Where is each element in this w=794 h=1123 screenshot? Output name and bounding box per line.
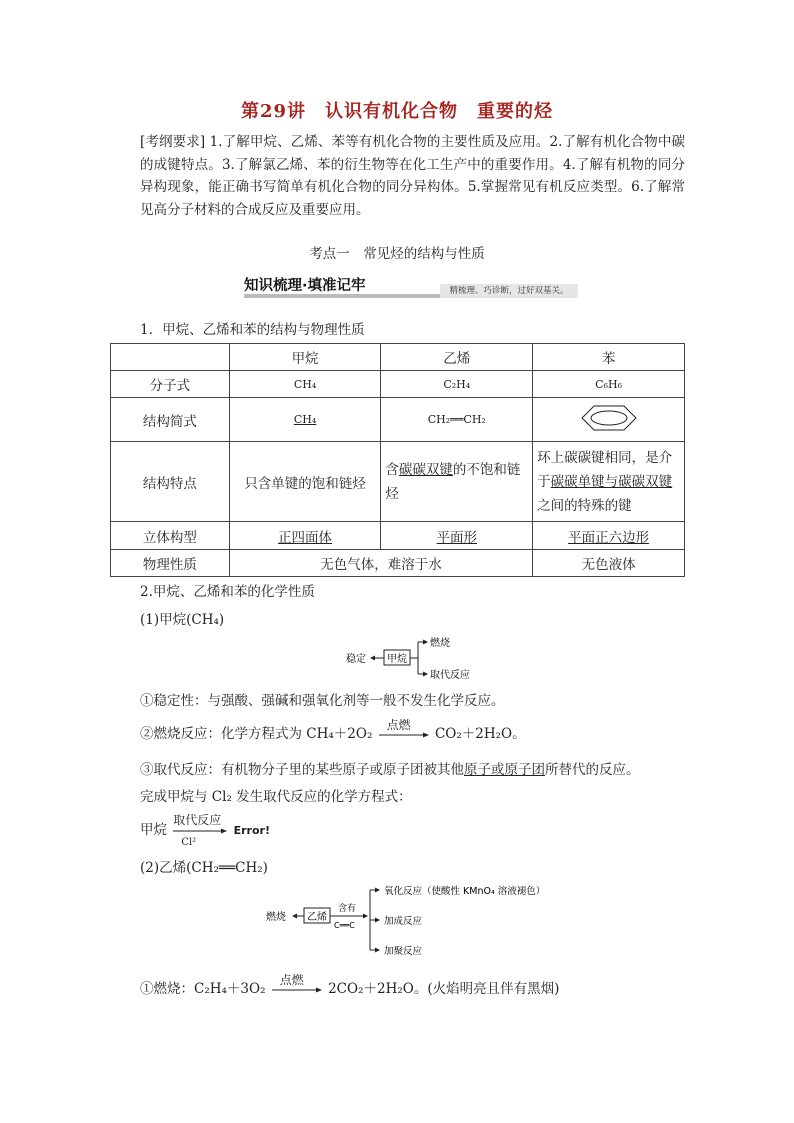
table-header-methane: 甲烷 <box>229 344 381 371</box>
ethylene-combustion-right: 2CO₂＋2H₂O。(火焰明亮且伴有黑烟) <box>328 981 560 997</box>
table-header-row <box>111 344 685 371</box>
benzene-feature-c: 之间的特殊的键 <box>537 497 632 514</box>
heading-chemical: 2.甲烷、乙烯和苯的化学性质 <box>140 584 315 600</box>
exam-requirements <box>140 131 685 221</box>
requirements-text: 1.了解甲烷、乙烯、苯等有机化合物的主要性质及应用。2.了解有机化合物中碳的成键特点。3.了解氯乙烯、苯的衍生物等在化工生产中的重要作用。4.了解有机物的同分异构现象，能正确书写简单有机化合物的同分异构体。5.掌握常见有机反应类型。6.了解常见高分子材料的合成反应及重要应用。 <box>140 134 685 218</box>
substitution-arrow-top: 取代反应 <box>173 812 222 827</box>
ethylene-feature-c: 的不饱和链烃 <box>385 461 521 502</box>
ethylene-diagram-bond: C══C <box>334 921 355 930</box>
methane-combustion-arrow <box>377 717 431 742</box>
ethylene-diagram <box>266 878 566 962</box>
table-header-blank <box>111 344 230 371</box>
methane-combustion-condition: 点燃 <box>386 717 411 732</box>
table-row <box>111 550 685 577</box>
banner-subtitle: 精梳理、巧诊断，过好双基关。 <box>440 284 578 298</box>
row-label: 结构简式 <box>111 398 230 442</box>
substitution-text-a: ③取代反应：有机物分子里的某些原子或原子团被其他 <box>140 762 464 778</box>
ethylene-point-1 <box>140 972 560 997</box>
cell-ethylene: CH₂══CH₂ <box>381 398 533 442</box>
table-header-ethylene: 乙烯 <box>381 344 533 371</box>
cell-benzene: 无色液体 <box>533 550 685 577</box>
ethylene-feature-a: 含 <box>385 461 399 478</box>
table-header-benzene: 苯 <box>533 344 685 371</box>
substitution-arrow-bottom: Cl² <box>181 836 197 848</box>
banner-title: 知识梳理·填准记牢 <box>244 278 366 294</box>
knowledge-banner <box>244 272 578 298</box>
methane-diagram-bottom: 取代反应 <box>430 670 470 680</box>
error-text: Error! <box>233 824 270 837</box>
ethylene-combustion-arrow <box>270 972 324 997</box>
ethylene-heading: (2)乙烯(CH₂══CH₂) <box>140 860 268 876</box>
cell-methane: CH₄ <box>229 398 381 442</box>
methane-point-4: 完成甲烷与 Cl₂ 发生取代反应的化学方程式： <box>140 789 412 805</box>
methane-diagram-left: 稳定 <box>346 654 366 665</box>
substitution-text-underlined: 原子或原子团 <box>464 762 545 778</box>
methane-point-1: ①稳定性：与强酸、强碱和强氧化剂等一般不发生化学反应。 <box>140 693 505 709</box>
cell-ethylene: C₂H₄ <box>381 371 533 398</box>
ethylene-diagram-left: 燃烧 <box>266 912 286 923</box>
methane-diagram-center: 甲烷 <box>387 654 407 665</box>
ethylene-combustion-left: ①燃烧：C₂H₄＋3O₂ <box>140 981 266 997</box>
cell-ethylene: 平面形 <box>381 522 533 550</box>
benzene-ring-icon <box>574 401 644 435</box>
cell-ethylene <box>381 442 533 522</box>
requirements-label: [考纲要求] <box>140 134 206 150</box>
arrow-icon <box>377 728 431 742</box>
cell-methane: 只含单键的饱和链烃 <box>229 442 381 522</box>
cell-benzene <box>533 442 685 522</box>
ethylene-combustion-condition: 点燃 <box>279 972 304 987</box>
cell-benzene: C₆H₆ <box>533 371 685 398</box>
methane-point-2 <box>140 717 526 742</box>
methane-point-5 <box>140 812 270 848</box>
methane-point-3 <box>140 758 640 778</box>
ethylene-feature-b: 碳碳双键 <box>398 461 453 478</box>
ethylene-reaction-polymerization: 加聚反应 <box>384 946 423 957</box>
ethylene-diagram-has: 含有 <box>338 904 357 914</box>
table-row <box>111 371 685 398</box>
arrow-icon <box>171 824 229 838</box>
methane-combustion-right: CO₂＋2H₂O。 <box>434 726 526 742</box>
section-title: 考点一 常见烃的结构与性质 <box>309 246 485 262</box>
ethylene-reaction-oxidation: 氧化反应（使酸性 KMnO₄ 溶液褪色） <box>384 886 546 897</box>
methane-diagram-top: 燃烧 <box>430 638 450 649</box>
row-label: 立体构型 <box>111 522 230 550</box>
arrow-icon <box>270 983 324 997</box>
cell-benzene: 平面正六边形 <box>533 522 685 550</box>
table-row <box>111 442 685 522</box>
cell-benzene <box>533 398 685 442</box>
ethylene-reaction-addition: 加成反应 <box>384 916 423 927</box>
hydrocarbon-table <box>110 343 685 577</box>
table-row <box>111 522 685 550</box>
benzene-feature-b: 碳碳单键与碳碳双键 <box>550 473 673 490</box>
cell-methane: CH₄ <box>229 371 381 398</box>
methane-diagram <box>340 632 490 680</box>
substitution-reactant: 甲烷 <box>140 822 167 838</box>
ethylene-diagram-center: 乙烯 <box>307 912 327 923</box>
methane-heading: (1)甲烷(CH₄) <box>140 612 225 628</box>
substitution-arrow <box>171 812 229 848</box>
cell-methane-ethylene: 无色气体，难溶于水 <box>229 550 532 577</box>
row-label: 分子式 <box>111 371 230 398</box>
benzene-feature-a: 环上碳碳键相同，是介于 <box>537 449 673 490</box>
banner-rule <box>244 294 440 298</box>
page-title: 第29讲 认识有机化合物 重要的烃 <box>240 101 554 122</box>
table-row <box>111 398 685 442</box>
substitution-text-b: 所替代的反应。 <box>545 762 640 778</box>
cell-methane: 正四面体 <box>229 522 381 550</box>
row-label: 物理性质 <box>111 550 230 577</box>
methane-combustion-left: ②燃烧反应：化学方程式为 CH₄＋2O₂ <box>140 726 373 742</box>
row-label: 结构特点 <box>111 442 230 522</box>
heading-structure: 1．甲烷、乙烯和苯的结构与物理性质 <box>140 322 365 338</box>
